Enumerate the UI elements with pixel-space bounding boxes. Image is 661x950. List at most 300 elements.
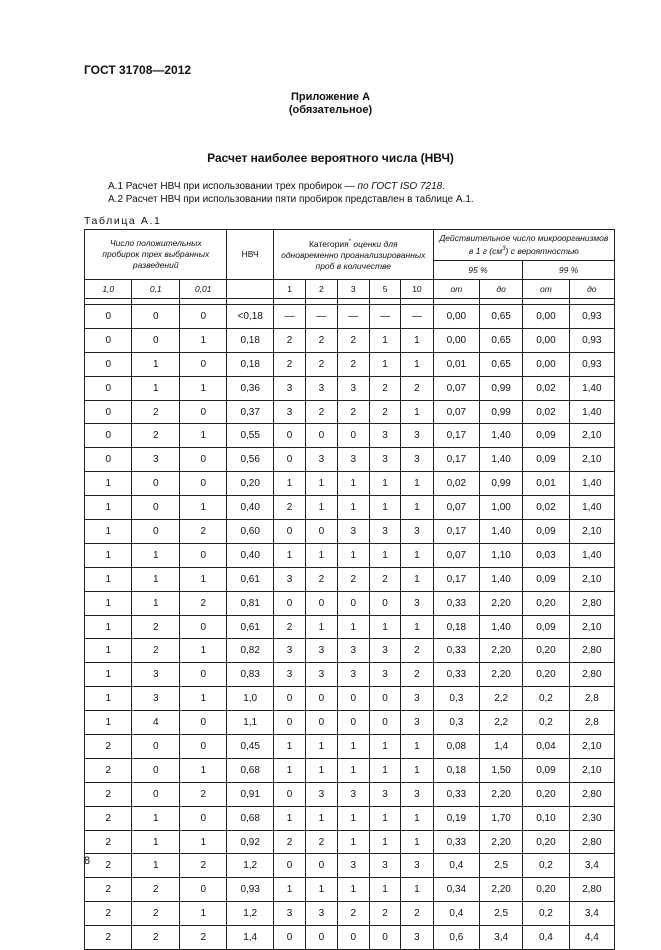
table-cell: 0,81	[227, 591, 273, 615]
table-row	[85, 352, 615, 376]
table-cell: 0,61	[227, 615, 273, 639]
header-actual-text: Действительное число микроорганизмов в 1 г (см	[439, 233, 609, 256]
table-cell: 2	[85, 758, 132, 782]
table-cell: 3	[369, 854, 400, 878]
table-cell: 0,68	[227, 758, 273, 782]
table-cell: 0	[273, 448, 305, 472]
table-cell: 0	[369, 687, 400, 711]
table-cell: 1	[85, 472, 132, 496]
table-cell: 0,00	[523, 352, 569, 376]
table-cell: 1	[337, 496, 369, 520]
table-cell: 2,10	[569, 520, 614, 544]
table-cell: 2	[179, 854, 227, 878]
table-cell: 0	[306, 424, 337, 448]
table-cell: 1	[85, 711, 132, 735]
table-cell: 0,07	[433, 376, 479, 400]
table-cell: 0,4	[523, 926, 569, 950]
table-cell: 1	[337, 878, 369, 902]
table-row	[85, 400, 615, 424]
header-to: до	[480, 280, 523, 299]
table-cell: 0,09	[523, 615, 569, 639]
table-cell: 0,61	[227, 567, 273, 591]
table-cell: 0,09	[523, 520, 569, 544]
table-cell: 0,93	[227, 878, 273, 902]
table-row	[85, 328, 615, 352]
table-row	[85, 376, 615, 400]
table-cell: 3	[401, 926, 433, 950]
table-cell: 1	[401, 567, 433, 591]
table-row	[85, 448, 615, 472]
table-row	[85, 806, 615, 830]
table-cell: 3	[337, 639, 369, 663]
table-cell: 0	[273, 591, 305, 615]
table-cell: 0,68	[227, 806, 273, 830]
table-cell: 3	[306, 782, 337, 806]
table-cell: 0,18	[227, 352, 273, 376]
table-row	[85, 639, 615, 663]
table-cell: 1	[369, 328, 400, 352]
table-cell: 3	[337, 663, 369, 687]
header-sample-count: 5	[369, 280, 400, 299]
table-cell: 0	[179, 352, 227, 376]
table-cell: 1,2	[227, 854, 273, 878]
table-row	[85, 758, 615, 782]
table-cell: 3	[337, 854, 369, 878]
header-actual-end: ) с вероятностью	[505, 245, 579, 256]
table-cell: 2	[369, 902, 400, 926]
table-cell: 0	[337, 711, 369, 735]
table-cell: 2,10	[569, 448, 614, 472]
table-cell: 2,80	[569, 639, 614, 663]
table-cell: 0,65	[480, 352, 523, 376]
table-cell: 0,33	[433, 782, 479, 806]
table-cell: 0,99	[480, 376, 523, 400]
table-cell: 0,20	[227, 472, 273, 496]
table-cell: 1	[306, 543, 337, 567]
table-cell: 0,02	[523, 400, 569, 424]
table-cell: 1	[132, 854, 179, 878]
table-cell: 2,10	[569, 758, 614, 782]
table-cell: 1	[179, 758, 227, 782]
table-cell: 3	[401, 424, 433, 448]
table-cell: 1,1	[227, 711, 273, 735]
table-cell: 3	[273, 639, 305, 663]
table-cell: 2	[369, 567, 400, 591]
table-cell: 1	[85, 520, 132, 544]
table-cell: 2,20	[480, 830, 523, 854]
table-row	[85, 472, 615, 496]
table-cell: 2	[85, 806, 132, 830]
table-cell: 0	[85, 424, 132, 448]
table-cell: 0	[179, 806, 227, 830]
table-cell: 0	[337, 926, 369, 950]
table-cell: 1,10	[480, 543, 523, 567]
table-row	[85, 711, 615, 735]
table-cell: 2	[132, 400, 179, 424]
header-mpn: НВЧ	[227, 230, 273, 280]
table-cell: 0,2	[523, 902, 569, 926]
paragraph-a1	[108, 181, 445, 192]
table-cell: 0,07	[433, 496, 479, 520]
table-cell: 0	[132, 758, 179, 782]
table-cell: 1	[85, 496, 132, 520]
table-cell: 2	[273, 830, 305, 854]
table-cell: 2,20	[480, 878, 523, 902]
paragraph-a2: А.2 Расчет НВЧ при использовании пяти пробирок представлен в таблице А.1.	[108, 194, 474, 205]
table-cell: 2,10	[569, 615, 614, 639]
table-cell: 2	[306, 328, 337, 352]
table-cell: 0	[85, 305, 132, 329]
table-cell: 2,80	[569, 782, 614, 806]
table-cell: 1	[401, 830, 433, 854]
table-cell: 0	[179, 878, 227, 902]
table-cell: 1	[401, 496, 433, 520]
table-cell: 3	[337, 520, 369, 544]
table-cell: 0,33	[433, 591, 479, 615]
table-cell: 2	[306, 567, 337, 591]
table-cell: 2	[369, 376, 400, 400]
header-to: до	[569, 280, 614, 299]
table-cell: 0,17	[433, 448, 479, 472]
table-cell: 1	[401, 328, 433, 352]
header-category-main: Категория	[308, 238, 349, 249]
table-cell: 0	[132, 735, 179, 759]
table-cell: 2	[132, 424, 179, 448]
table-cell: 2	[306, 352, 337, 376]
table-cell: 0	[369, 926, 400, 950]
standard-reference: по ГОСТ ISO 7218	[357, 181, 443, 192]
table-cell: 1	[337, 735, 369, 759]
table-cell: 0,09	[523, 758, 569, 782]
table-cell: 0,34	[433, 878, 479, 902]
table-cell: 3	[369, 663, 400, 687]
table-cell: 1	[179, 424, 227, 448]
table-cell: 2	[132, 615, 179, 639]
table-cell: 0,99	[480, 400, 523, 424]
table-cell: 1	[179, 328, 227, 352]
table-cell: 0,65	[480, 328, 523, 352]
table-cell: 1	[337, 543, 369, 567]
table-cell: 2,8	[569, 687, 614, 711]
table-cell: 3	[132, 687, 179, 711]
table-cell: 0	[369, 711, 400, 735]
table-cell: 0,3	[433, 711, 479, 735]
table-cell: 0,56	[227, 448, 273, 472]
table-cell: —	[273, 305, 305, 329]
table-cell: 0,19	[433, 806, 479, 830]
table-cell: 0	[132, 782, 179, 806]
table-cell: 0	[179, 711, 227, 735]
table-cell: 1	[369, 472, 400, 496]
table-cell: 0,33	[433, 639, 479, 663]
table-cell: 3	[306, 448, 337, 472]
table-cell: 0	[179, 735, 227, 759]
table-row	[85, 520, 615, 544]
table-cell: 0,33	[433, 663, 479, 687]
table-cell: 1	[132, 830, 179, 854]
table-cell: 0	[273, 520, 305, 544]
table-cell: 0,03	[523, 543, 569, 567]
table-row	[85, 305, 615, 329]
table-cell: 1	[306, 806, 337, 830]
table-cell: 1,40	[480, 520, 523, 544]
table-cell: 3	[401, 782, 433, 806]
table-cell: 0	[132, 520, 179, 544]
table-cell: 0,18	[433, 758, 479, 782]
table-cell: 1	[401, 735, 433, 759]
table-cell: 2	[337, 567, 369, 591]
table-cell: 1	[337, 472, 369, 496]
table-cell: 2,20	[480, 663, 523, 687]
table-cell: 0,09	[523, 567, 569, 591]
table-cell: 0,20	[523, 878, 569, 902]
table-cell: 0,07	[433, 543, 479, 567]
table-cell: 2	[85, 854, 132, 878]
table-row	[85, 543, 615, 567]
table-cell: 3	[369, 782, 400, 806]
table-cell: 0,01	[523, 472, 569, 496]
header-dilution: 0,01	[179, 280, 227, 299]
table-cell: 1	[369, 543, 400, 567]
table-cell: 1	[273, 758, 305, 782]
table-cell: 2,2	[480, 711, 523, 735]
table-cell: 2	[85, 782, 132, 806]
table-cell: 2,5	[480, 854, 523, 878]
table-row	[85, 782, 615, 806]
table-cell: 0	[179, 305, 227, 329]
table-cell: 1,00	[480, 496, 523, 520]
table-cell: 2	[85, 926, 132, 950]
table-cell: 3	[132, 448, 179, 472]
table-cell: 1	[85, 615, 132, 639]
table-cell: 1,40	[480, 567, 523, 591]
table-cell: 0	[306, 687, 337, 711]
table-cell: 1	[85, 591, 132, 615]
table-cell: 0,2	[523, 687, 569, 711]
table-cell: 3	[401, 711, 433, 735]
table-cell: 2	[337, 902, 369, 926]
table-cell: 1,40	[569, 472, 614, 496]
table-cell: 1	[179, 902, 227, 926]
table-cell: 0,10	[523, 806, 569, 830]
table-cell: 4,4	[569, 926, 614, 950]
table-cell: 1	[337, 806, 369, 830]
table-cell: 0,40	[227, 543, 273, 567]
table-cell: 0,93	[569, 305, 614, 329]
table-cell: 0,09	[523, 424, 569, 448]
table-cell: 0	[273, 711, 305, 735]
table-cell: 0,02	[523, 376, 569, 400]
table-cell: 0,45	[227, 735, 273, 759]
table-cell: 1	[85, 687, 132, 711]
table-cell: 0	[179, 472, 227, 496]
table-cell: 1	[179, 687, 227, 711]
table-cell: —	[337, 305, 369, 329]
table-cell: 2	[337, 328, 369, 352]
header-p95: 95 %	[433, 261, 523, 280]
table-cell: 1	[273, 806, 305, 830]
table-cell: 1	[85, 567, 132, 591]
table-cell: 1,2	[227, 902, 273, 926]
table-cell: 0	[273, 854, 305, 878]
table-cell: 0,00	[433, 328, 479, 352]
table-cell: 2	[132, 902, 179, 926]
document-code: ГОСТ 31708—2012	[84, 63, 192, 77]
table-cell: 0	[179, 400, 227, 424]
table-cell: 0,55	[227, 424, 273, 448]
table-cell: 0	[85, 352, 132, 376]
table-cell: 0,60	[227, 520, 273, 544]
table-cell: 1	[369, 878, 400, 902]
table-row	[85, 926, 615, 950]
table-cell: 1	[306, 472, 337, 496]
table-cell: 0,2	[523, 711, 569, 735]
table-cell: 0,01	[433, 352, 479, 376]
table-cell: 0,20	[523, 663, 569, 687]
table-cell: 2	[132, 878, 179, 902]
table-cell: 1	[401, 615, 433, 639]
header-sample-count: 3	[337, 280, 369, 299]
table-cell: 2	[273, 328, 305, 352]
table-cell: 2	[85, 902, 132, 926]
table-cell: 0	[337, 687, 369, 711]
table-cell: 0	[179, 663, 227, 687]
table-cell: 1	[273, 735, 305, 759]
table-cell: 0	[306, 591, 337, 615]
table-cell: 2	[273, 496, 305, 520]
table-cell: 3	[337, 782, 369, 806]
table-cell: 3	[401, 448, 433, 472]
table-cell: 2	[273, 352, 305, 376]
table-row	[85, 830, 615, 854]
table-cell: 0,40	[227, 496, 273, 520]
table-cell: 0	[337, 591, 369, 615]
table-cell: 3	[273, 902, 305, 926]
table-cell: 2	[369, 400, 400, 424]
table-cell: 1,50	[480, 758, 523, 782]
table-cell: 0,00	[523, 305, 569, 329]
table-cell: 3	[132, 663, 179, 687]
table-cell: 0,04	[523, 735, 569, 759]
table-cell: 0,00	[523, 328, 569, 352]
table-cell: 0	[132, 496, 179, 520]
table-cell: —	[401, 305, 433, 329]
table-row	[85, 687, 615, 711]
table-cell: 1,70	[480, 806, 523, 830]
table-cell: 2	[85, 830, 132, 854]
table-cell: 2,10	[569, 567, 614, 591]
table-cell: 1	[179, 639, 227, 663]
table-cell: 1	[401, 352, 433, 376]
table-cell: 0	[306, 520, 337, 544]
header-mpn-empty	[227, 280, 273, 299]
table-cell: 0,99	[480, 472, 523, 496]
table-cell: 1	[369, 806, 400, 830]
table-cell: 2,80	[569, 830, 614, 854]
header-sample-count: 2	[306, 280, 337, 299]
table-cell: 0,82	[227, 639, 273, 663]
table-cell: 0	[273, 926, 305, 950]
table-cell: 2	[401, 663, 433, 687]
table-cell: 0,20	[523, 639, 569, 663]
table-cell: 2	[85, 735, 132, 759]
table-cell: 1,40	[569, 376, 614, 400]
table-cell: 1	[337, 615, 369, 639]
table-cell: 2	[85, 878, 132, 902]
table-cell: 1	[132, 806, 179, 830]
table-cell: 3	[401, 854, 433, 878]
table-cell: 1	[306, 735, 337, 759]
table-cell: 0,08	[433, 735, 479, 759]
table-cell: 3,4	[480, 926, 523, 950]
table-cell: 1	[179, 830, 227, 854]
table-cell: 1	[273, 472, 305, 496]
table-cell: 0,91	[227, 782, 273, 806]
table-cell: 0,20	[523, 830, 569, 854]
table-cell: 1	[369, 758, 400, 782]
table-cell: 1	[85, 543, 132, 567]
table-cell: 3	[306, 663, 337, 687]
table-cell: 3	[273, 376, 305, 400]
table-cell: 0,37	[227, 400, 273, 424]
mpn-table	[84, 229, 615, 950]
table-cell: 0,92	[227, 830, 273, 854]
table-cell: 2	[179, 520, 227, 544]
table-cell: 1	[369, 615, 400, 639]
table-cell: 1	[369, 352, 400, 376]
table-cell: 2,10	[569, 424, 614, 448]
header-positive-tubes: Число положительных пробирок трех выбранных разведений	[85, 230, 227, 280]
table-cell: 3	[337, 376, 369, 400]
table-cell: 0,00	[433, 305, 479, 329]
table-cell: 0,4	[433, 854, 479, 878]
table-row	[85, 878, 615, 902]
table-cell: 1	[306, 615, 337, 639]
table-cell: 0	[306, 854, 337, 878]
table-cell: 2	[273, 615, 305, 639]
header-category-rest: оценки для одновременно проанализированных проб в количестве	[281, 238, 426, 271]
table-cell: 0,6	[433, 926, 479, 950]
table-cell: 1,4	[227, 926, 273, 950]
table-cell: 0	[369, 591, 400, 615]
table-cell: 1	[306, 496, 337, 520]
table-cell: 0,93	[569, 328, 614, 352]
table-cell: 2	[179, 782, 227, 806]
table-cell: 2	[401, 376, 433, 400]
table-cell: 0,65	[480, 305, 523, 329]
page-number: 8	[84, 855, 91, 867]
table-cell: 1	[85, 639, 132, 663]
table-cell: 0,07	[433, 400, 479, 424]
table-cell: —	[306, 305, 337, 329]
table-cell: 3	[273, 663, 305, 687]
table-cell: <0,18	[227, 305, 273, 329]
table-cell: 2,80	[569, 663, 614, 687]
table-caption: Таблица А.1	[84, 215, 162, 227]
table-cell: 3	[306, 902, 337, 926]
table-cell: 3	[369, 424, 400, 448]
table-cell: 1	[401, 543, 433, 567]
table-cell: 1	[306, 878, 337, 902]
table-cell: 0,17	[433, 424, 479, 448]
table-cell: 0,18	[433, 615, 479, 639]
table-cell: 1	[179, 567, 227, 591]
header-dilution: 1,0	[85, 280, 132, 299]
table-cell: 3,4	[569, 902, 614, 926]
table-cell: 0	[85, 376, 132, 400]
table-cell: 2,20	[480, 782, 523, 806]
table-cell: 1	[369, 735, 400, 759]
